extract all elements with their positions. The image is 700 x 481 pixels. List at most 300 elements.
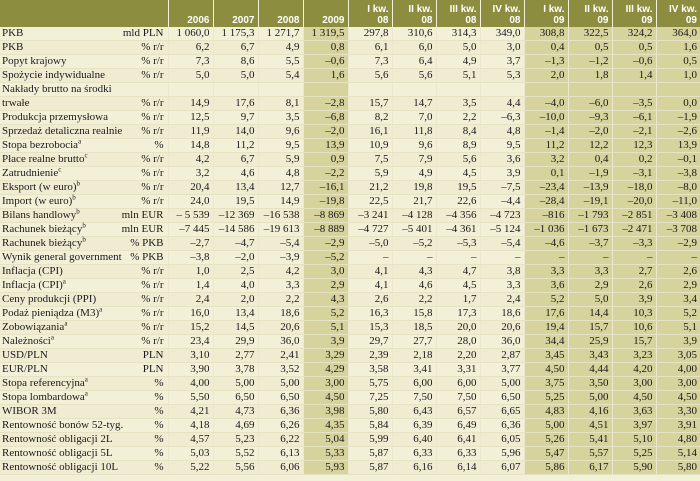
table-cell: 3,45 [524,349,568,363]
row-label [0,307,120,321]
table-row [0,461,700,475]
table-cell: – [348,251,392,265]
table-cell: 5,57 [568,447,612,461]
row-unit: % r/r [120,307,168,321]
row-label-text: Zobowiązania [2,321,65,333]
table-cell: –0,6 [612,55,656,69]
table-row [0,335,700,349]
table-cell: 12,5 [168,111,213,125]
row-unit: % r/r [120,153,168,167]
row-label [0,195,120,209]
table-cell: 5,4 [258,69,303,83]
table-cell: 0,4 [524,41,568,55]
table-cell: –5,4 [258,237,303,251]
table-cell [392,83,436,97]
table-cell: 6,33 [392,447,436,461]
row-unit: % [120,405,168,419]
table-cell: 2,39 [348,349,392,363]
table-cell: 14,5 [213,321,258,335]
row-label-text: Rentowność obligacji 10L [2,461,119,473]
table-cell: –18,0 [612,181,656,195]
table-cell: 6,0 [392,41,436,55]
row-label-text: Import (w euro) [2,195,73,207]
table-cell: –1,9 [568,167,612,181]
row-label-text: USD/PLN [2,349,48,361]
table-cell: 6,22 [258,433,303,447]
table-cell: 0,8 [303,41,348,55]
table-cell: 20,6 [480,321,524,335]
table-cell: 3,50 [568,377,612,391]
table-cell: 9,6 [392,139,436,153]
table-cell: –4,0 [524,97,568,111]
table-cell: 3,3 [568,265,612,279]
table-cell: 2,4 [168,293,213,307]
table-cell: 6,00 [436,377,480,391]
table-cell: 3,2 [524,153,568,167]
table-cell: 5,9 [348,167,392,181]
table-cell: 3,3 [480,279,524,293]
row-label-text: Inflacja (CPI) [2,265,63,277]
table-row [0,363,700,377]
table-cell: 4,2 [168,153,213,167]
table-cell: 9,5 [258,139,303,153]
table-cell: 10,9 [348,139,392,153]
table-cell: 8,9 [436,139,480,153]
table-cell: 6,36 [480,419,524,433]
row-label-text: Produkcja przemysłowa [2,111,108,123]
row-unit: % r/r [120,181,168,195]
table-cell: –3 708 [656,223,700,237]
table-cell: 29,9 [213,335,258,349]
table-cell: 5,00 [213,377,258,391]
table-cell: 3,97 [612,419,656,433]
row-label-text: Sprzedaż detaliczna realnie [2,125,123,137]
table-cell [480,83,524,97]
row-label-text: Wynik general government [2,251,122,263]
table-cell [524,83,568,97]
table-cell: 5,50 [168,391,213,405]
table-cell: 5,26 [524,433,568,447]
table-cell: 1 175,3 [213,27,258,41]
row-label [0,377,120,391]
table-cell: 3,5 [436,97,480,111]
footnote-marker: a [84,389,88,398]
row-label-text: Podaż pieniądza (M3) [2,307,100,319]
row-label-text: trwałe [2,97,30,109]
table-cell: –4,6 [524,237,568,251]
column-header: 2006 [168,0,213,27]
row-unit: % [120,461,168,475]
table-row [0,167,700,181]
header-row [0,0,700,27]
table-cell: –6,3 [480,111,524,125]
row-unit: % [120,377,168,391]
table-cell: 6,43 [392,405,436,419]
table-cell: 36,0 [480,335,524,349]
table-cell: 5,00 [480,377,524,391]
column-header: II kw. 08 [392,0,436,27]
table-row [0,27,700,41]
table-cell: 15,7 [348,97,392,111]
table-row [0,125,700,139]
table-cell: 4,44 [568,363,612,377]
row-label [0,41,120,55]
row-label-text: Inflacja (CPI) [2,279,63,291]
table-cell: 5,22 [168,461,213,475]
row-unit: % r/r [120,97,168,111]
row-unit: % [120,391,168,405]
table-cell: 6,7 [213,153,258,167]
table-cell: 6,40 [392,433,436,447]
footnote-marker: a [62,277,66,286]
table-cell: 5,00 [258,377,303,391]
table-cell: 3,3 [524,265,568,279]
table-cell: 5,96 [480,447,524,461]
table-cell: 4,3 [392,265,436,279]
table-cell: 4,50 [656,391,700,405]
row-label [0,405,120,419]
table-cell: 13,4 [213,181,258,195]
table-cell: –2,0 [568,125,612,139]
table-cell: 4,0 [213,279,258,293]
table-cell: –1 036 [524,223,568,237]
table-cell: 9,6 [258,125,303,139]
footnote-marker: a [50,333,54,342]
row-label-text: Rachunek bieżący [2,237,83,249]
table-cell: 4,50 [303,391,348,405]
row-label-text: Rentowność obligacji 2L [2,433,113,445]
table-cell: 3,9 [612,293,656,307]
row-label [0,419,124,433]
table-cell: 1,8 [568,69,612,83]
table-row [0,265,700,279]
table-cell: –20,0 [612,195,656,209]
row-label [0,349,120,363]
table-row [0,307,700,321]
table-cell: 4,50 [612,391,656,405]
table-cell: – [480,251,524,265]
table-cell: 3,00 [303,377,348,391]
table-cell: 19,5 [213,195,258,209]
table-cell: 2,9 [656,279,700,293]
row-label-text: Stopa referencyjna [2,377,85,389]
table-cell: 4,80 [656,433,700,447]
table-cell: 5,2 [524,293,568,307]
table-cell: –28,4 [524,195,568,209]
table-cell: – [656,251,700,265]
table-cell: 2,20 [436,349,480,363]
table-row [0,293,700,307]
table-cell: –2 851 [612,209,656,223]
table-cell: 5,33 [303,447,348,461]
footnote-marker: b [82,235,86,244]
row-label [0,321,120,335]
table-cell: 7,25 [348,391,392,405]
table-cell: –3,7 [568,237,612,251]
table-row [0,391,700,405]
table-cell: 4,3 [303,293,348,307]
column-header: I kw. 09 [524,0,568,27]
column-header: 2008 [258,0,303,27]
table-cell: 6,17 [568,461,612,475]
table-cell [436,83,480,97]
table-cell: 6,4 [392,55,436,69]
table-cell: 3,05 [656,349,700,363]
table-cell: 5,6 [436,153,480,167]
table-cell: –3,1 [612,167,656,181]
table-cell: 3,00 [612,377,656,391]
row-unit: % r/r [120,335,168,349]
table-cell: 5,87 [348,447,392,461]
table-cell [612,83,656,97]
row-unit: % r/r [120,41,168,55]
table-cell: 3,0 [303,265,348,279]
table-cell: 4,00 [656,363,700,377]
table-cell: –4 128 [392,209,436,223]
table-cell: –5,4 [480,237,524,251]
table-row [0,251,700,265]
table-cell: 8,6 [213,55,258,69]
table-cell: 4,1 [348,279,392,293]
row-label-text: Należności [2,335,51,347]
table-cell: 2,2 [436,111,480,125]
table-cell: 4,9 [436,55,480,69]
table-cell: 5,47 [524,447,568,461]
table-cell: 10,3 [612,307,656,321]
table-cell: 4,57 [168,433,213,447]
table-cell: 5,14 [656,447,700,461]
table-cell: 4,9 [258,41,303,55]
table-cell: 4,5 [436,279,480,293]
table-cell: 0,4 [568,153,612,167]
table-cell: 5,10 [612,433,656,447]
table-cell: 14,7 [392,97,436,111]
table-cell: 2,7 [612,265,656,279]
table-cell: 6,49 [436,419,480,433]
table-cell: 1,0 [656,69,700,83]
table-cell: 8,1 [258,97,303,111]
table-cell: 4,35 [303,419,348,433]
table-cell: 5,04 [303,433,348,447]
table-cell: 4,51 [568,419,612,433]
table-cell: 23,4 [168,335,213,349]
table-cell: 308,8 [524,27,568,41]
table-row [0,139,700,153]
table-cell: –2,6 [656,125,700,139]
table-cell: –6,0 [568,97,612,111]
table-cell: 3,6 [524,279,568,293]
table-cell: 5,99 [348,433,392,447]
table-cell: –2,9 [303,237,348,251]
table-cell: 3,52 [258,363,303,377]
footnote-marker: c [58,165,62,174]
table-cell: 3,00 [656,377,700,391]
table-cell: 5,5 [258,55,303,69]
table-cell: –0,6 [303,55,348,69]
table-cell: 6,50 [480,391,524,405]
table-row [0,447,700,461]
table-cell: –2,9 [656,237,700,251]
table-cell: 14,8 [168,139,213,153]
table-cell: 3,3 [258,279,303,293]
table-row [0,41,700,55]
row-unit: % [120,447,168,461]
table-cell: 3,98 [303,405,348,419]
table-cell: 3,43 [568,349,612,363]
table-cell: –11,0 [656,195,700,209]
table-cell: 20,4 [168,181,213,195]
table-cell: 5,75 [348,377,392,391]
table-cell: 5,1 [656,321,700,335]
table-cell: 3,30 [656,405,700,419]
table-cell: –3,8 [168,251,213,265]
table-cell: 7,5 [348,153,392,167]
table-cell: 5,1 [303,321,348,335]
table-cell: –2,2 [303,167,348,181]
table-cell: 2,2 [258,293,303,307]
table-cell: 20,6 [258,321,303,335]
footnote-marker: b [82,221,86,230]
table-cell: 3,29 [303,349,348,363]
table-cell: –5,2 [392,237,436,251]
table-cell: –3 408 [656,209,700,223]
row-unit: PLN [120,363,168,377]
table-cell: 3,6 [480,153,524,167]
footnote-marker: b [72,193,76,202]
table-cell: –19,8 [303,195,348,209]
table-cell: –19,1 [568,195,612,209]
table-cell: 5,6 [348,69,392,83]
table-cell: 3,8 [480,265,524,279]
table-cell: 3,7 [480,55,524,69]
table-cell: 364,0 [656,27,700,41]
table-cell: 14,9 [258,195,303,209]
row-unit: % r/r [120,69,168,83]
table-cell: 6,16 [392,461,436,475]
table-cell: –1,3 [524,55,568,69]
footnote-marker: a [84,375,88,384]
table-row [0,279,700,293]
table-cell: 8,4 [436,125,480,139]
table-cell: 6,57 [436,405,480,419]
table-cell: 6,36 [258,405,303,419]
table-cell: 3,0 [480,41,524,55]
table-cell: –2 471 [612,223,656,237]
table-cell: 12,7 [258,181,303,195]
table-cell: –8 869 [303,209,348,223]
table-row [0,153,700,167]
table-cell: 13,4 [213,307,258,321]
row-label [0,279,120,293]
table-row [0,209,700,223]
table-cell: 6,39 [392,419,436,433]
table-cell: 7,50 [436,391,480,405]
table-cell: 3,77 [480,363,524,377]
table-cell: 5,41 [568,433,612,447]
table-row [0,237,700,251]
table-cell: 15,7 [568,321,612,335]
table-cell: 12,3 [612,139,656,153]
table-cell: 5,0 [436,41,480,55]
row-label [0,97,120,111]
table-cell: 34,4 [524,335,568,349]
table-cell: 6,07 [480,461,524,475]
table-cell: 4,6 [213,167,258,181]
table-cell: 1 060,0 [168,27,213,41]
table-cell: 2,9 [303,279,348,293]
table-cell: 3,75 [524,377,568,391]
table-cell: 4,6 [392,279,436,293]
table-cell: –2,1 [612,125,656,139]
table-cell: 4,73 [213,405,258,419]
table-cell: 16,3 [348,307,392,321]
table-cell: 5,03 [168,447,213,461]
table-cell: 6,06 [258,461,303,475]
row-unit: % [120,419,168,433]
table-cell: 18,5 [392,321,436,335]
row-label-text: Bilans handlowy [2,209,77,221]
table-cell: 2,6 [656,265,700,279]
table-cell: 5,00 [524,419,568,433]
table-cell: 0,5 [656,55,700,69]
table-cell: 14,0 [213,125,258,139]
table-cell: 0,0 [656,97,700,111]
row-label [0,363,120,377]
table-cell: 11,2 [213,139,258,153]
table-cell: 22,6 [436,195,480,209]
table-cell: –816 [524,209,568,223]
table-cell: 3,5 [258,111,303,125]
table-cell [656,83,700,97]
row-label-text: PKB [2,41,24,53]
table-cell: 1,6 [656,41,700,55]
table-cell: 6,05 [480,433,524,447]
table-row [0,419,700,433]
table-cell: –1,9 [656,111,700,125]
table-cell: 5,86 [524,461,568,475]
row-label [0,69,120,83]
table-cell: 4,4 [480,97,524,111]
table-cell: –13,9 [568,181,612,195]
table-cell: –4 356 [436,209,480,223]
table-cell: 2,87 [480,349,524,363]
table-cell: 4,69 [213,419,258,433]
table-cell: 11,2 [524,139,568,153]
table-cell: 1 319,5 [303,27,348,41]
table-cell: – [612,251,656,265]
table-cell: 5,23 [213,433,258,447]
row-unit: % r/r [120,321,168,335]
table-cell [168,83,213,97]
table-cell: 6,50 [258,391,303,405]
table-cell: 0,5 [568,41,612,55]
row-unit: % r/r [120,125,168,139]
row-label-text: Zatrudnienie [2,167,59,179]
table-cell [303,83,348,97]
table-cell: 9,5 [480,139,524,153]
table-cell: –2,0 [213,251,258,265]
table-cell: – [524,251,568,265]
table-cell: 5,56 [213,461,258,475]
table-row [0,97,700,111]
table-cell: 5,80 [348,405,392,419]
table-cell: 4,18 [168,419,213,433]
row-unit: % [120,139,168,153]
table-cell: 22,5 [348,195,392,209]
table-cell: 310,6 [392,27,436,41]
table-cell: – [392,251,436,265]
table-cell: 5,84 [348,419,392,433]
